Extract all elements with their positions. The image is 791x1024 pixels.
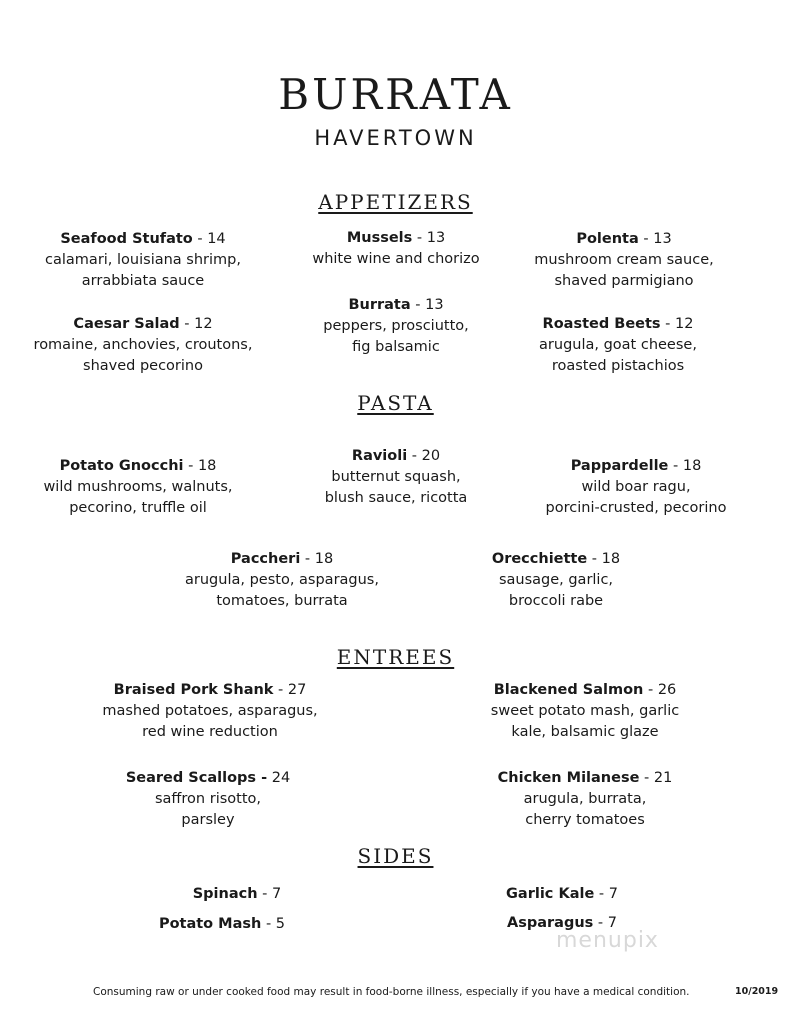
watermark-logo: menupix	[556, 928, 659, 953]
item-name: Blackened Salmon	[493, 682, 644, 698]
item-price: - 13	[638, 231, 672, 247]
item-name: Mussels	[346, 230, 413, 246]
item-name: Ravioli	[351, 448, 408, 464]
menu-item	[80, 680, 340, 743]
item-desc: tomatoes, burrata	[216, 593, 348, 609]
item-name: Orecchiette	[491, 551, 588, 567]
item-price: - 12	[179, 316, 213, 332]
item-name: Paccheri	[230, 551, 301, 567]
food-safety-note: Consuming raw or under cooked food may result in food-borne illness, especially if you have a medical condition.	[93, 986, 690, 998]
menu-item	[426, 549, 686, 612]
item-desc: white wine and chorizo	[312, 251, 480, 267]
item-price: - 7	[593, 915, 617, 931]
restaurant-location: HAVERTOWN	[314, 126, 477, 150]
item-price: - 13	[410, 297, 444, 313]
item-name: Seafood Stufato	[60, 231, 193, 247]
section-appetizers-heading: APPETIZERS	[318, 190, 473, 214]
item-desc: saffron risotto,	[154, 791, 261, 807]
item-desc: kale, balsamic glaze	[511, 724, 659, 740]
item-desc: arugula, goat cheese,	[539, 337, 697, 353]
item-price: - 14	[192, 231, 226, 247]
section-sides-heading: SIDES	[357, 844, 434, 868]
item-desc: shaved pecorino	[83, 358, 203, 374]
item-desc: mushroom cream sauce,	[534, 252, 714, 268]
item-desc: romaine, anchovies, croutons,	[33, 337, 253, 353]
menu-item	[8, 456, 268, 519]
section-entrees-heading: ENTREES	[336, 645, 455, 669]
menu-item	[432, 884, 692, 905]
restaurant-title: BURRATA	[278, 70, 513, 119]
item-name: Burrata	[348, 297, 411, 313]
menu-item	[494, 229, 754, 292]
item-desc: wild mushrooms, walnuts,	[43, 479, 233, 495]
item-desc: wild boar ragu,	[581, 479, 691, 495]
menu-item	[107, 884, 367, 905]
item-name: Pappardelle	[570, 458, 669, 474]
item-name: Potato Gnocchi	[59, 458, 184, 474]
item-price: - 18	[183, 458, 217, 474]
item-desc: red wine reduction	[142, 724, 278, 740]
item-desc: mashed potatoes, asparagus,	[102, 703, 318, 719]
item-desc: peppers, prosciutto,	[323, 318, 469, 334]
item-desc: cherry tomatoes	[525, 812, 645, 828]
menu-item	[13, 314, 273, 377]
item-name: Polenta	[576, 231, 639, 247]
item-desc: sausage, garlic,	[498, 572, 614, 588]
item-desc: fig balsamic	[352, 339, 440, 355]
menu-item	[488, 314, 748, 377]
item-price: - 18	[300, 551, 334, 567]
item-name: Chicken Milanese	[497, 770, 640, 786]
item-desc: roasted pistachios	[551, 358, 685, 374]
item-price: 24	[267, 770, 291, 786]
item-desc: porcini-crusted, pecorino	[545, 500, 727, 516]
item-desc: arrabbiata sauce	[81, 273, 205, 289]
item-price: - 5	[261, 916, 286, 932]
menu-item	[266, 295, 526, 358]
section-pasta-heading: PASTA	[357, 391, 434, 415]
item-name: Caesar Salad	[73, 316, 180, 332]
item-price: - 20	[407, 448, 441, 464]
item-desc: sweet potato mash, garlic	[490, 703, 680, 719]
item-price: - 12	[660, 316, 694, 332]
menu-item	[13, 229, 273, 292]
item-desc: arugula, burrata,	[523, 791, 647, 807]
item-desc: butternut squash,	[331, 469, 461, 485]
item-name: Spinach	[192, 886, 258, 902]
menu-item	[455, 768, 715, 831]
item-desc: blush sauce, ricotta	[324, 490, 468, 506]
menu-item	[455, 680, 715, 743]
item-name: Roasted Beets	[542, 316, 661, 332]
menu-item	[92, 914, 352, 935]
item-price: - 18	[587, 551, 621, 567]
item-price: - 26	[643, 682, 677, 698]
item-price: - 21	[639, 770, 673, 786]
item-name: Braised Pork Shank	[113, 682, 274, 698]
item-desc: broccoli rabe	[508, 593, 604, 609]
menu-item	[266, 228, 526, 270]
menu-item	[78, 768, 338, 831]
item-name: Asparagus	[507, 915, 594, 931]
item-desc: parsley	[181, 812, 235, 828]
item-price: - 7	[594, 886, 618, 902]
item-price: - 18	[668, 458, 702, 474]
item-name: Potato Mash	[158, 916, 262, 932]
item-price: - 7	[257, 886, 282, 902]
item-price: - 27	[273, 682, 307, 698]
menu-item	[506, 456, 766, 519]
item-name: Garlic Kale	[506, 886, 595, 902]
item-desc: arugula, pesto, asparagus,	[185, 572, 379, 588]
item-desc: calamari, louisiana shrimp,	[45, 252, 241, 268]
item-desc: shaved parmigiano	[554, 273, 694, 289]
menu-date: 10/2019	[735, 986, 779, 997]
item-name: Seared Scallops -	[125, 770, 268, 786]
menu-item	[152, 549, 412, 612]
menu-item	[266, 446, 526, 509]
item-price: - 13	[412, 230, 446, 246]
item-desc: pecorino, truffle oil	[69, 500, 207, 516]
